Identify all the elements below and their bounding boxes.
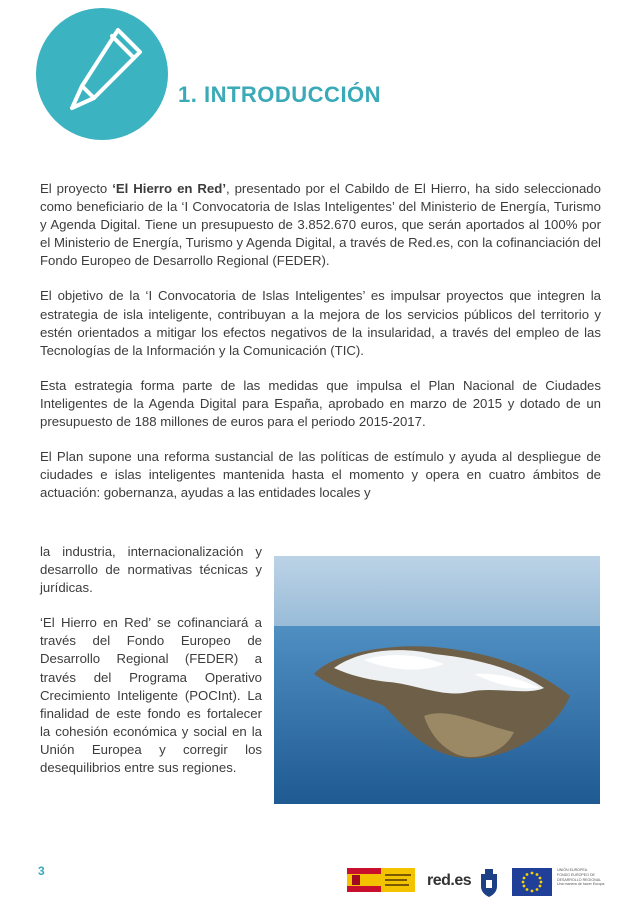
paragraph-4: El Plan supone una reforma sustancial de las políticas de estímulo y ayuda al despliegue de ciudades e islas inteligentes mantenida hasta el momento y opera en cuatro ámbitos de actuación: gobernanza, ayudas a las entidades locales y	[40, 449, 601, 501]
wrapped-text	[40, 543, 262, 794]
paragraph-5: ‘El Hierro en Red’ se cofinanciará a través del Fondo Europeo de Desarrollo Regional (FEDER) a través del Programa Operativo Crecimiento Inteligente (POCInt). La finalidad de este fondo es fortalecer la cohesión económica y social en la Unión Europea y corregir los desequilibrios entre sus regiones.	[40, 615, 262, 776]
cabildo-crest-icon	[478, 868, 500, 898]
pencil-icon	[36, 8, 168, 140]
eu-flag-icon	[512, 868, 552, 896]
body-text	[40, 180, 601, 502]
paragraph-3: Esta estrategia forma parte de las medidas que impulsa el Plan Nacional de Ciudades Inteligentes de la Agenda Digital para España, aprobado en marzo de 2015 y dotado de un presupuesto de 188 millones de euros para el periodo 2015-2017.	[40, 377, 601, 430]
p1-pre: El proyecto	[40, 181, 113, 196]
island-photo	[274, 556, 600, 804]
project-name: ‘El Hierro en Red’	[112, 181, 226, 196]
redes-logo: red.es	[427, 872, 472, 889]
eu-fund-text: UNIÓN EUROPEA FONDO EUROPEO DE DESARROLLO REGIONAL Una manera de hacer Europa	[557, 868, 605, 887]
government-logo	[347, 868, 415, 892]
p1-post: , presentado por el Cabildo de El Hierro, ha sido seleccionado como beneficiario de la ‘I Convocatoria de Islas Inteligentes’ del Ministerio de Energía, Turismo y Agenda Digital. Tiene un presupuesto de 3.852.670 euros, que serán aportados al 100% por el Ministerio de Energía, Turismo y Agenda Digital, a través de Red.es, con la cofinanciación del Fondo Europeo de Desarrollo Regional (FEDER).	[40, 181, 601, 269]
header-circle	[36, 8, 168, 140]
paragraph-2: El objetivo de la ‘I Convocatoria de Islas Inteligentes’ es impulsar proyectos que integren la estrategia de isla inteligente, contribuyan a la mejora de los servicios públicos del territorio y estén orientados a mitigar los efectos negativos de la insularidad, a través del empleo de las Tecnologías de la Información y la Comunicación (TIC).	[40, 288, 601, 358]
paragraph-1	[40, 180, 601, 270]
paragraph-4-cont: la industria, internacionalización y desarrollo de normativas técnicas y jurídicas.	[40, 544, 262, 596]
page-number: 3	[38, 864, 45, 878]
page-title: 1. INTRODUCCIÓN	[178, 82, 382, 107]
